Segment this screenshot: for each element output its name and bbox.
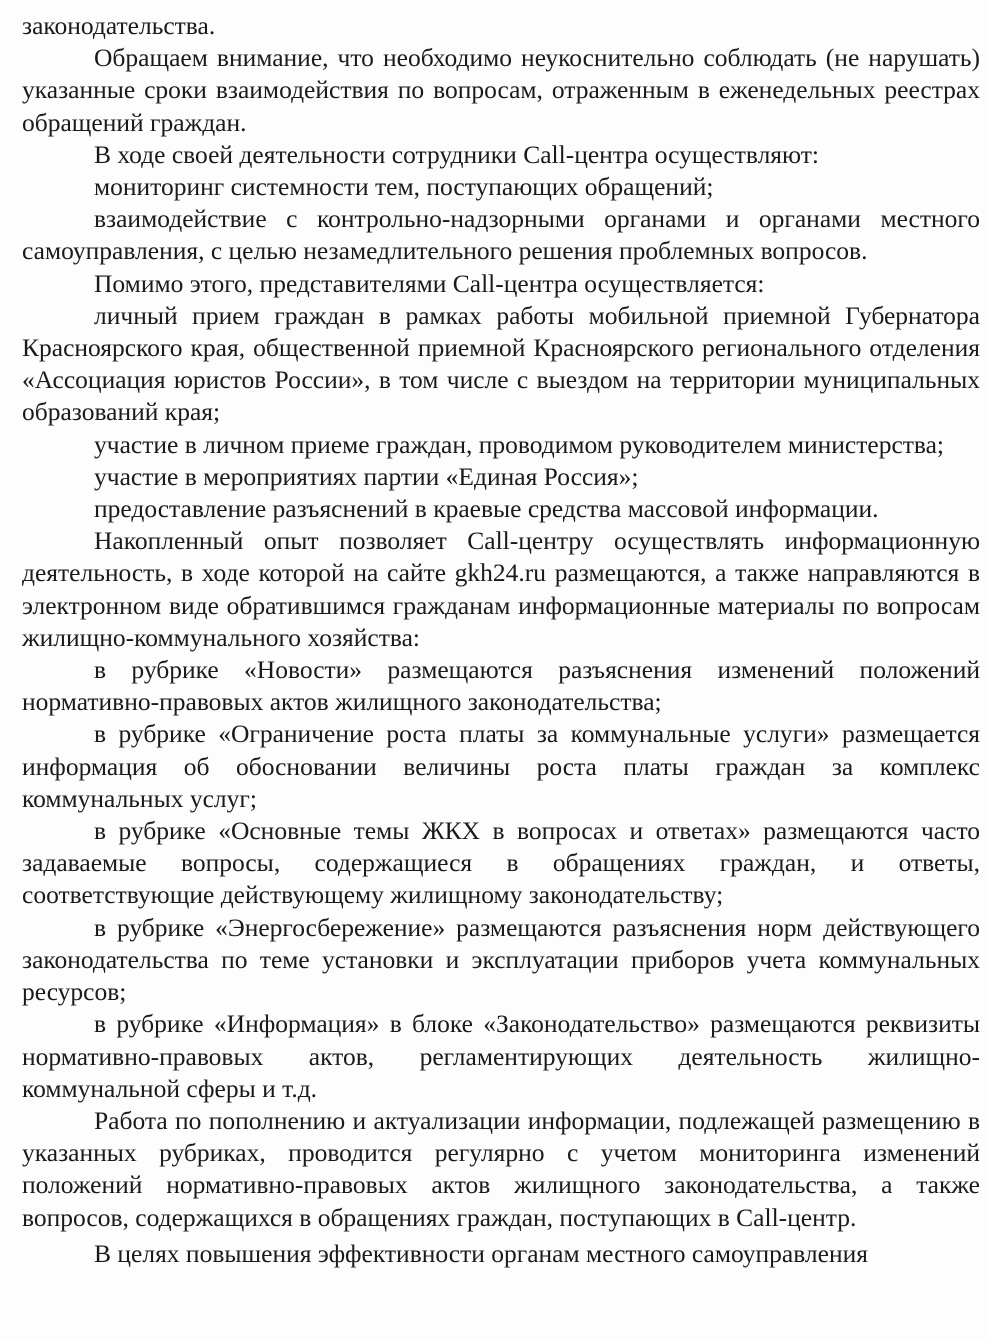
list-item-energy-rubric: в рубрике «Энергосбережение» размещаются разъяснения норм действующего законодательства по теме установки и эксплуатации приборов учета коммунальных ресурсов;: [22, 912, 980, 1007]
list-item-legislation-rubric: в рубрике «Информация» в блоке «Законодательство» размещаются реквизиты нормативно-правовых актов, регламентирующих деятельность жилищно-коммунальной сферы и т.д.: [22, 1009, 980, 1103]
list-item-faq-rubric: в рубрике «Основные темы ЖКХ в вопросах и ответах» размещаются часто задаваемые вопросы, содержащиеся в обращениях граждан, и ответы, соответствующие действующему жилищному законодательству;: [22, 816, 980, 910]
document-body: [22, 10, 980, 1268]
list-item-media: предоставление разъяснений в краевые средства массовой информации.: [94, 494, 879, 524]
paragraph-continuation: законодательства.: [22, 11, 216, 40]
list-item-monitoring: мониторинг системности тем, поступающих обращений;: [94, 172, 714, 202]
paragraph-notice: Обращаем внимание, что необходимо неукоснительно соблюдать (не нарушать) указанные сроки взаимодействия по вопросам, отраженным в еженедельных реестрах обращений граждан.: [22, 43, 980, 137]
paragraph-information-activity: Накопленный опыт позволяет Call-центру осуществлять информационную деятельность, в ходе которой на сайте gkh24.ru размещаются, а также направляются в электронном виде обратившимся гражданам информационные материалы по вопросам жилищно-коммунального хозяйства:: [22, 526, 980, 652]
paragraph-additionally: Помимо этого, представителями Call-центра осуществляется:: [94, 268, 765, 298]
list-item-fee-growth-rubric: в рубрике «Ограничение роста платы за коммунальные услуги» размещается информация об обосновании величины роста платы граждан за комплекс коммунальных услуг;: [22, 719, 980, 813]
paragraph-updating-work: Работа по пополнению и актуализации информации, подлежащей размещению в указанных рубриках, проводится регулярно с учетом мониторинга изменений положений нормативно-правовых актов жилищного законодательства, а также вопросов, содержащихся в обращениях граждан, поступающих в Call-центр.: [22, 1105, 980, 1232]
list-item-party-events: участие в мероприятиях партии «Единая Россия»;: [94, 461, 639, 491]
paragraph-cut-off: В целях повышения эффективности органам местного самоуправления: [94, 1238, 869, 1268]
list-item-minister-reception: участие в личном приеме граждан, проводимом руководителем министерства;: [94, 429, 945, 459]
list-item-personal-reception: личный прием граждан в рамках работы мобильной приемной Губернатора Красноярского края, общественной приемной Красноярского регионального отделения «Ассоциация юристов России», в том числе с выездом на территории муниципальных образований края;: [22, 300, 980, 427]
list-item-interaction: взаимодействие с контрольно-надзорными органами и органами местного самоуправления, с целью незамедлительного решения проблемных вопросов.: [22, 204, 980, 266]
paragraph-call-center-activities: В ходе своей деятельности сотрудники Call-центра осуществляют:: [94, 139, 819, 169]
list-item-news-rubric: в рубрике «Новости» размещаются разъяснения изменений положений нормативно-правовых актов жилищного законодательства;: [22, 655, 980, 717]
